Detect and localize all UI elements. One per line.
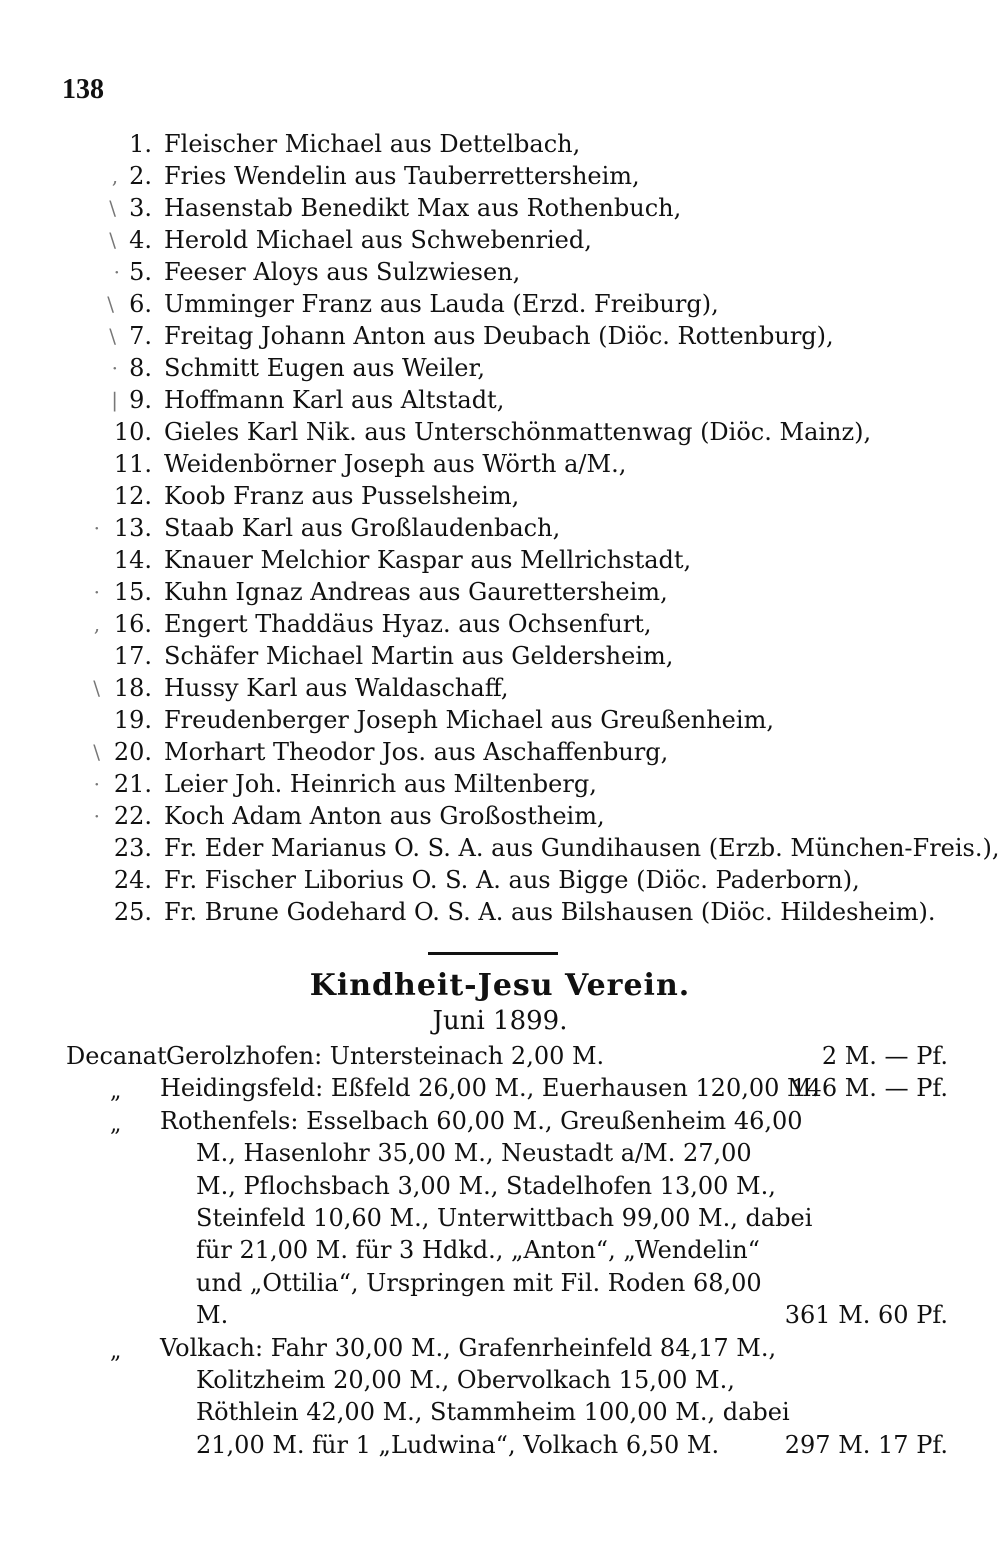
margin-mark: ·: [113, 260, 120, 284]
list-item-text: Fr. Brune Godehard O. S. A. aus Bilshausen (Diöc. Hildesheim).: [164, 898, 936, 926]
list-item: [0, 160, 1000, 192]
list-item-text: Leier Joh. Heinrich aus Miltenberg,: [164, 770, 597, 798]
margin-mark: ·: [93, 516, 100, 540]
list-item-number: 23.: [113, 834, 152, 862]
margin-mark: ·: [111, 356, 118, 380]
list-item: [0, 608, 1000, 640]
report-text: M., Hasenlohr 35,00 M., Neustadt a/M. 27,00: [196, 1139, 752, 1168]
ditto-mark: „: [110, 1079, 122, 1105]
report-amount: 297 M. 17 Pf.: [784, 1430, 948, 1459]
list-item-number: 15.: [113, 578, 152, 606]
report-text: M.: [196, 1301, 229, 1330]
list-item-number: 5.: [129, 258, 152, 286]
report-amount: 146 M. — Pf.: [791, 1074, 948, 1103]
margin-mark: \: [109, 228, 116, 252]
list-item-text: Hoffmann Karl aus Altstadt,: [164, 386, 505, 414]
margin-mark: \: [109, 324, 116, 348]
list-item: [0, 352, 1000, 384]
section-title: Kindheit-Jesu Verein.: [309, 968, 691, 1003]
report-text: Kolitzheim 20,00 M., Obervolkach 15,00 M.,: [196, 1365, 735, 1394]
list-item-text: Gieles Karl Nik. aus Unterschönmattenwag (Diöc. Mainz),: [164, 418, 872, 446]
list-item-text: Fr. Eder Marianus O. S. A. aus Gundihausen (Erzb. München-Freis.),: [164, 834, 1000, 862]
report-line: [0, 1072, 1000, 1104]
list-item-number: 17.: [113, 642, 152, 670]
report-line: [0, 1299, 1000, 1331]
report-text: Rothenfels: Esselbach 60,00 M., Greußenheim 46,00: [160, 1106, 803, 1135]
margin-mark: \: [107, 292, 114, 316]
report-text: Steinfeld 10,60 M., Unterwittbach 99,00 M., dabei: [196, 1203, 813, 1232]
list-item: [0, 864, 1000, 896]
list-item: [0, 288, 1000, 320]
list-item-text: Staab Karl aus Großlaudenbach,: [164, 514, 561, 542]
list-item-number: 6.: [129, 290, 152, 318]
list-item-text: Engert Thaddäus Hyaz. aus Ochsenfurt,: [164, 610, 652, 638]
list-item: [0, 128, 1000, 160]
report-text: Heidingsfeld: Eßfeld 26,00 M., Euerhausen 120,00 M.: [160, 1074, 820, 1103]
list-item: [0, 480, 1000, 512]
list-item: [0, 448, 1000, 480]
list-item-number: 22.: [113, 802, 152, 830]
list-item-text: Freitag Johann Anton aus Deubach (Diöc. Rottenburg),: [164, 322, 834, 350]
donation-report: [0, 1040, 1000, 1461]
margin-mark: ·: [93, 580, 100, 604]
list-item: [0, 192, 1000, 224]
list-item-text: Fleischer Michael aus Dettelbach,: [164, 130, 581, 158]
list-item-number: 25.: [113, 898, 152, 926]
list-item-text: Umminger Franz aus Lauda (Erzd. Freiburg),: [164, 290, 719, 318]
report-line: [0, 1364, 1000, 1396]
list-item-number: 11.: [113, 450, 152, 478]
report-line: [0, 1234, 1000, 1266]
list-item-text: Hussy Karl aus Waldaschaff,: [164, 674, 509, 702]
list-item-number: 3.: [129, 194, 152, 222]
list-item-text: Knauer Melchior Kaspar aus Mellrichstadt,: [164, 546, 692, 574]
list-item-text: Weidenbörner Joseph aus Wörth a/M.,: [164, 450, 627, 478]
list-item: [0, 704, 1000, 736]
list-item-text: Morhart Theodor Jos. aus Aschaffenburg,: [164, 738, 669, 766]
list-item-text: Fries Wendelin aus Tauberrettersheim,: [164, 162, 640, 190]
margin-mark: |: [111, 388, 118, 412]
list-item: [0, 672, 1000, 704]
list-item: [0, 576, 1000, 608]
report-line: [0, 1170, 1000, 1202]
list-item: [0, 896, 1000, 928]
list-item: [0, 640, 1000, 672]
list-item-number: 24.: [113, 866, 152, 894]
report-text: M., Pflochsbach 3,00 M., Stadelhofen 13,00 M.,: [196, 1171, 776, 1200]
section-date: Juni 1899.: [432, 1006, 568, 1036]
report-line: [0, 1202, 1000, 1234]
list-item-number: 4.: [129, 226, 152, 254]
list-item-number: 14.: [113, 546, 152, 574]
report-text: Gerolzhofen: Untersteinach 2,00 M.: [166, 1042, 605, 1070]
list-item-number: 2.: [129, 162, 152, 190]
list-item-number: 21.: [113, 770, 152, 798]
margin-mark: ‚: [93, 612, 100, 636]
page-number: 138: [62, 74, 104, 105]
report-line: [0, 1396, 1000, 1428]
report-amount: 361 M. 60 Pf.: [784, 1301, 948, 1330]
list-item: [0, 224, 1000, 256]
report-text: Röthlein 42,00 M., Stammheim 100,00 M., dabei: [196, 1398, 790, 1427]
list-item-text: Kuhn Ignaz Andreas aus Gaurettersheim,: [164, 578, 668, 606]
list-item-number: 8.: [129, 354, 152, 382]
list-item-text: Koch Adam Anton aus Großostheim,: [164, 802, 605, 830]
list-item: [0, 544, 1000, 576]
list-item-text: Koob Franz aus Pusselsheim,: [164, 482, 520, 510]
list-item: [0, 512, 1000, 544]
ditto-mark: „: [110, 1338, 122, 1364]
margin-mark: ‚: [111, 164, 118, 188]
list-item-number: 18.: [113, 674, 152, 702]
list-item: [0, 832, 1000, 864]
report-line: [0, 1332, 1000, 1364]
list-item-number: 16.: [113, 610, 152, 638]
report-line: [0, 1105, 1000, 1137]
name-list: [0, 128, 1000, 928]
list-item-text: Hasenstab Benedikt Max aus Rothenbuch,: [164, 194, 682, 222]
list-item: [0, 320, 1000, 352]
margin-mark: \: [93, 676, 100, 700]
list-item-number: 13.: [113, 514, 152, 542]
list-item-number: 7.: [129, 322, 152, 350]
list-item-number: 19.: [113, 706, 152, 734]
list-item: [0, 736, 1000, 768]
list-item: [0, 768, 1000, 800]
list-item-text: Fr. Fischer Liborius O. S. A. aus Bigge (Diöc. Paderborn),: [164, 866, 860, 894]
report-line: [0, 1137, 1000, 1169]
list-item-number: 10.: [113, 418, 152, 446]
report-line: [0, 1267, 1000, 1299]
list-item-text: Herold Michael aus Schwebenried,: [164, 226, 592, 254]
list-item-number: 12.: [113, 482, 152, 510]
margin-mark: ·: [93, 772, 100, 796]
report-line: [0, 1040, 1000, 1072]
report-text: und „Ottilia“, Urspringen mit Fil. Roden 68,00: [196, 1268, 762, 1297]
list-item-text: Feeser Aloys aus Sulzwiesen,: [164, 258, 521, 286]
ditto-mark: „: [110, 1111, 122, 1137]
report-text: für 21,00 M. für 3 Hdkd., „Anton“, „Wendelin“: [196, 1236, 760, 1265]
list-item-text: Schäfer Michael Martin aus Geldersheim,: [164, 642, 674, 670]
list-item-number: 20.: [113, 738, 152, 766]
list-item-number: 9.: [129, 386, 152, 414]
list-item-text: Schmitt Eugen aus Weiler,: [164, 354, 485, 382]
list-item-text: Freudenberger Joseph Michael aus Greußenheim,: [164, 706, 774, 734]
margin-mark: ·: [93, 804, 100, 828]
section-divider: [428, 952, 558, 955]
list-item: [0, 384, 1000, 416]
list-item: [0, 800, 1000, 832]
report-label: Decanat: [66, 1042, 167, 1070]
report-text: Volkach: Fahr 30,00 M., Grafenrheinfeld 84,17 M.,: [160, 1333, 777, 1362]
report-text: 21,00 M. für 1 „Ludwina“, Volkach 6,50 M.: [196, 1430, 720, 1459]
report-line: [0, 1429, 1000, 1461]
list-item: [0, 416, 1000, 448]
margin-mark: \: [109, 196, 116, 220]
margin-mark: \: [93, 740, 100, 764]
report-amount: 2 M. — Pf.: [821, 1042, 948, 1070]
list-item-number: 1.: [129, 130, 152, 158]
list-item: [0, 256, 1000, 288]
